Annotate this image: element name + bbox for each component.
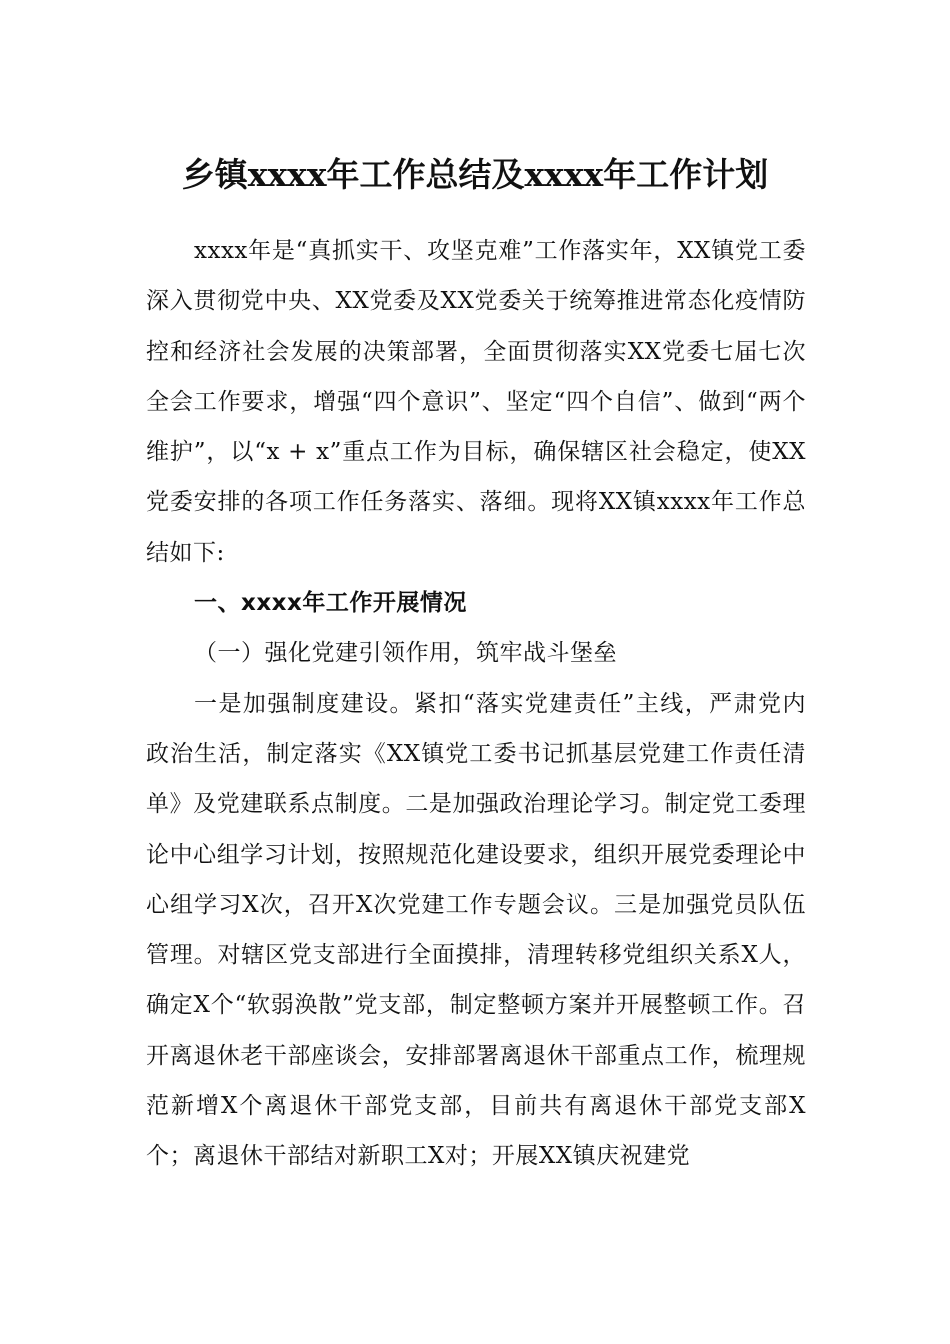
intro-paragraph: xxxx年是“真抓实干、攻坚克难”工作落实年，XX镇党工委深入贯彻党中央、XX党委及XX党委关于统筹推进常态化疫情防控和经济社会发展的决策部署，全面贯彻落实XX党委七届七次全会工作要求，增强“四个意识”、坚定“四个自信”、做到“两个维护”，以“x + x”重点工作为目标，确保辖区社会稳定，使XX党委安排的各项工作任务落实、落细。现将XX镇xxxx年工作总结如下: [146, 238, 806, 566]
document-title: 乡镇xxxx年工作总结及xxxx年工作计划 [181, 155, 769, 194]
document-body [146, 226, 806, 1182]
subsection-paragraph-1: 一是加强制度建设。紧扣“落实党建责任”主线，严肃党内政治生活，制定落实《XX镇党工委书记抓基层党建工作责任清单》及党建联系点制度。二是加强政治理论学习。制定党工委理论中心组学习计划，按照规范化建设要求，组织开展党委理论中心组学习X次，召开X次党建工作专题会议。三是加强党员队伍管理。对辖区党支部进行全面摸排，清理转移党组织关系X人，确定X个“软弱涣散”党支部，制定整顿方案并开展整顿工作。召开离退休老干部座谈会，安排部署离退休干部重点工作，梳理规范新增X个离退休干部党支部，目前共有离退休干部党支部X个；离退休干部结对新职工X对；开展XX镇庆祝建党 [146, 690, 806, 1170]
section-heading-1: 一、xxxx年工作开展情况 [194, 590, 467, 617]
subsection-heading-1: （一）强化党建引领作用，筑牢战斗堡垒 [194, 640, 617, 667]
